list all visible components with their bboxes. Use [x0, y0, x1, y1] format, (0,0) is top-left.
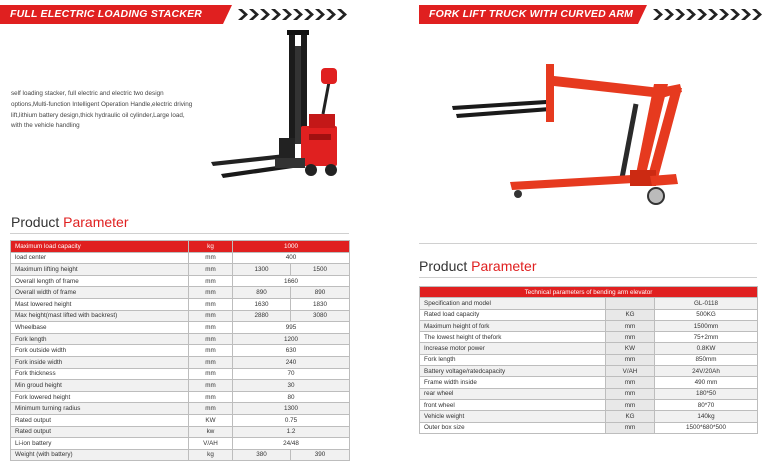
param-value: 1200 — [233, 333, 350, 345]
param-value: 1500mm — [655, 320, 758, 331]
table-row — [420, 399, 758, 410]
param-value: 0.75 — [233, 414, 350, 426]
table-row — [11, 298, 350, 310]
table-row — [420, 411, 758, 422]
table-row — [11, 426, 350, 438]
chevron-decoration-icon — [238, 9, 347, 20]
table-row — [420, 332, 758, 343]
param-name: Overall width of frame — [11, 287, 189, 299]
table-row — [420, 377, 758, 388]
param-name: Maximum lifting height — [11, 264, 189, 276]
param-unit: mm — [189, 287, 233, 299]
table-row — [11, 252, 350, 264]
divider — [419, 277, 757, 278]
param-name: Increase motor power — [420, 343, 606, 354]
table-row — [11, 333, 350, 345]
param-unit: mm — [189, 380, 233, 392]
param-value: 1300 — [233, 403, 350, 415]
param-value: 500KG — [655, 309, 758, 320]
param-unit: KG — [606, 309, 655, 320]
param-unit: mm — [189, 322, 233, 334]
param-name: Outer box size — [420, 422, 606, 433]
param-value: 80 — [233, 391, 350, 403]
electric-stacker-image — [205, 26, 345, 186]
param-name: Fork length — [420, 354, 606, 365]
table-row — [420, 309, 758, 320]
param-unit: mm — [606, 354, 655, 365]
param-unit: mm — [189, 356, 233, 368]
param-name: load center — [11, 252, 189, 264]
param-value: 1500*680*500 — [655, 422, 758, 433]
table-row — [11, 345, 350, 357]
param-unit: KW — [606, 343, 655, 354]
param-value: 75+2mm — [655, 332, 758, 343]
param-unit: mm — [606, 399, 655, 410]
table-row — [11, 391, 350, 403]
table-row — [11, 264, 350, 276]
param-unit: mm — [189, 368, 233, 380]
left-product-parameter-title: Product Parameter — [11, 214, 129, 230]
param-name: Min groud height — [11, 380, 189, 392]
param-value: 1660 — [233, 275, 350, 287]
param-unit: mm — [189, 345, 233, 357]
table-row — [11, 449, 350, 461]
param-value: 0.8KW — [655, 343, 758, 354]
param-name: Overall length of frame — [11, 275, 189, 287]
param-unit: mm — [606, 422, 655, 433]
curved-arm-forklift-image — [450, 58, 700, 210]
param-value: 24/48 — [233, 438, 350, 450]
table-header-row: Technical parameters of bending arm elevator — [420, 287, 758, 298]
param-unit: mm — [189, 310, 233, 322]
table-row — [420, 388, 758, 399]
param-value: 995 — [233, 322, 350, 334]
param-unit: KG — [606, 411, 655, 422]
param-unit: mm — [189, 298, 233, 310]
table-row — [420, 320, 758, 331]
param-unit: mm — [189, 264, 233, 276]
table-row — [11, 356, 350, 368]
table-row — [420, 366, 758, 377]
param-unit: kw — [189, 426, 233, 438]
param-name: Rated load capacity — [420, 309, 606, 320]
param-name: rear wheel — [420, 388, 606, 399]
param-unit: mm — [189, 252, 233, 264]
param-name: Vehicle weight — [420, 411, 606, 422]
param-name: Max height(mast lifted with backrest) — [11, 310, 189, 322]
param-unit: mm — [189, 403, 233, 415]
param-value: 890 — [233, 287, 291, 299]
table-row — [11, 275, 350, 287]
param-name: Frame width inside — [420, 377, 606, 388]
param-unit: V/AH — [189, 438, 233, 450]
param-value: GL-0118 — [655, 298, 758, 309]
param-name: Maximum height of fork — [420, 320, 606, 331]
param-value: 180*50 — [655, 388, 758, 399]
param-value: 140kg — [655, 411, 758, 422]
param-unit: mm — [606, 377, 655, 388]
param-value: 630 — [233, 345, 350, 357]
param-name: Fork outside width — [11, 345, 189, 357]
param-value: 1.2 — [233, 426, 350, 438]
table-row — [11, 368, 350, 380]
param-value: 1500 — [291, 264, 350, 276]
param-value: 1830 — [291, 298, 350, 310]
table-row — [11, 380, 350, 392]
param-value: 70 — [233, 368, 350, 380]
table-row — [11, 322, 350, 334]
param-value: 240 — [233, 356, 350, 368]
param-name: Weight (with battery) — [11, 449, 189, 461]
left-banner-title: FULL ELECTRIC LOADING STACKER — [10, 8, 203, 20]
param-name: Battery voltage/ratedcapacity — [420, 366, 606, 377]
right-banner-title: FORK LIFT TRUCK WITH CURVED ARM — [429, 8, 634, 20]
param-value: 2880 — [233, 310, 291, 322]
param-name: Mast lowered height — [11, 298, 189, 310]
param-value: 380 — [233, 449, 291, 461]
param-unit: mm — [606, 332, 655, 343]
param-unit: mm — [606, 320, 655, 331]
param-name: Fork thickness — [11, 368, 189, 380]
param-name: Fork length — [11, 333, 189, 345]
table-row — [11, 403, 350, 415]
param-unit: mm — [189, 333, 233, 345]
param-unit: mm — [189, 275, 233, 287]
table-row — [420, 343, 758, 354]
param-name: Rated output — [11, 414, 189, 426]
param-name: Fork lowered height — [11, 391, 189, 403]
table-row — [11, 414, 350, 426]
right-product-parameter-title: Product Parameter — [419, 258, 537, 274]
param-value: 1630 — [233, 298, 291, 310]
table-row — [11, 310, 350, 322]
stacker-parameter-table — [10, 240, 350, 461]
param-value: 490 mm — [655, 377, 758, 388]
curved-arm-parameter-table — [419, 286, 758, 434]
param-value: 24V/20Ah — [655, 366, 758, 377]
param-unit: V/AH — [606, 366, 655, 377]
param-value: 850mm — [655, 354, 758, 365]
param-name: front wheel — [420, 399, 606, 410]
table-row — [420, 354, 758, 365]
param-unit — [606, 298, 655, 309]
param-value: 400 — [233, 252, 350, 264]
param-value: 30 — [233, 380, 350, 392]
param-unit: kg — [189, 449, 233, 461]
param-name: Minimum turning radius — [11, 403, 189, 415]
param-name: Wheelbase — [11, 322, 189, 334]
param-unit: mm — [189, 391, 233, 403]
param-value: 3080 — [291, 310, 350, 322]
param-value: 1300 — [233, 264, 291, 276]
left-banner — [0, 5, 350, 24]
table-header-row: Maximum load capacity kg 1000 — [11, 241, 350, 253]
param-name: Specification and model — [420, 298, 606, 309]
param-value: 390 — [291, 449, 350, 461]
param-name: Li-ion battery — [11, 438, 189, 450]
param-unit: mm — [606, 388, 655, 399]
table-row — [11, 287, 350, 299]
chevron-decoration-icon — [653, 9, 762, 20]
param-value: 890 — [291, 287, 350, 299]
param-name: The lowest height of thefork — [420, 332, 606, 343]
table-row — [420, 422, 758, 433]
table-row — [420, 298, 758, 309]
param-name: Rated output — [11, 426, 189, 438]
table-row — [11, 438, 350, 450]
param-value: 80*70 — [655, 399, 758, 410]
param-name: Fork inside width — [11, 356, 189, 368]
product-description: self loading stacker, full electric and electric two design options,Multi-function Intelligent Operation Handle,electric driving lift,lithium battery design,thick hydraulic oil cylinder,Large load, with the vehicle handling — [11, 90, 193, 130]
param-unit: KW — [189, 414, 233, 426]
divider — [419, 243, 757, 244]
right-banner — [419, 5, 758, 24]
divider — [10, 233, 349, 234]
